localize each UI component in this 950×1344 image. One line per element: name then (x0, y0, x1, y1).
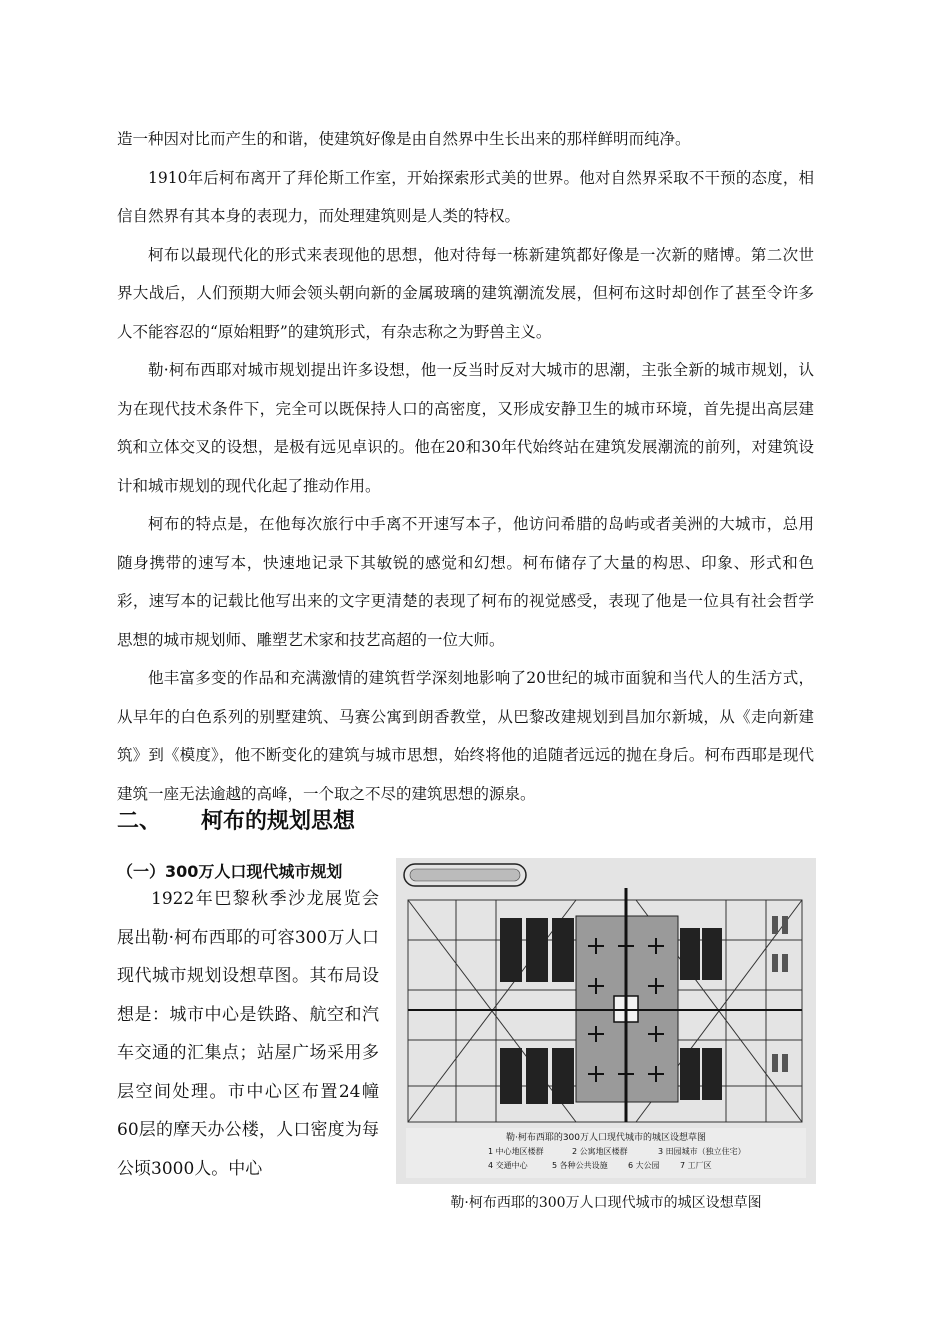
paragraph: 柯布的特点是，在他每次旅行中手离不开速写本子，他访问希腊的岛屿或者美洲的大城市，总用随身携带的速写本，快速地记录下其敏锐的感觉和幻想。柯布储存了大量的构思、印象、形式和色彩，速写本的记载比他写出来的文字更清楚的表现了柯布的视觉感受，表现了他是一位具有社会哲学思想的城市规划师、雕塑艺术家和技艺高超的一位大师。 (117, 515, 814, 649)
legend-item: 1 中心地区楼群 (488, 1147, 544, 1156)
city-plan-sketch (396, 858, 816, 1184)
paragraph: 勒·柯布西耶对城市规划提出许多设想，他一反当时反对大城市的思潮，主张全新的城市规划，认为在现代技术条件下，完全可以既保持人口的高密度，又形成安静卫生的城市环境，首先提出高层建筑和立体交叉的设想，是极有远见卓识的。他在20和30年代始终站在建筑发展潮流的前列，对建筑设计和城市规划的现代化起了推动作用。 (117, 361, 814, 495)
subsection-heading: （一）300万人口现代城市规划 (117, 862, 343, 881)
legend-item: 4 交通中心 (488, 1161, 528, 1170)
legend-item: 7 工厂区 (680, 1161, 712, 1170)
paragraph: 他丰富多变的作品和充满激情的建筑哲学深刻地影响了20世纪的城市面貌和当代人的生活方式，从早年的白色系列的别墅建筑、马赛公寓到朗香教堂，从巴黎改建规划到昌加尔新城，从《走向新建筑》到《模度》，他不断变化的建筑与城市思想，始终将他的追随者远远的抛在身后。柯布西耶是现代建筑一座无法逾越的高峰，一个取之不尽的建筑思想的源泉。 (117, 669, 814, 803)
subsection-text-column (117, 880, 379, 1188)
legend-item: 3 田园城市（独立住宅） (658, 1147, 746, 1156)
legend-item: 2 公寓地区楼群 (572, 1147, 628, 1156)
legend-title: 勒·柯布西耶的300万人口现代城市的城区设想草图 (505, 1133, 707, 1143)
paragraph: 柯布以最现代化的形式来表现他的思想，他对待每一栋新建筑都好像是一次新的赌博。第二次世界大战后，人们预期大师会领头朝向新的金属玻璃的建筑潮流发展，但柯布这时却创作了甚至令许多人不能容忍的“原始粗野”的建筑形式，有杂志称之为野兽主义。 (117, 245, 814, 341)
section-heading (117, 804, 355, 835)
paragraph: 造一种因对比而产生的和谐，使建筑好像是由自然界中生长出来的那样鲜明而纯净。 (117, 130, 691, 148)
paragraph: 1910年后柯布离开了拜伦斯工作室，开始探索形式美的世界。他对自然界采取不干预的态度，相信自然界有其本身的表现力，而处理建筑则是人类的特权。 (117, 168, 814, 225)
legend-item: 5 各种公共设施 (552, 1161, 608, 1170)
body-text (117, 120, 814, 813)
section-title: 柯布的规划思想 (201, 809, 356, 834)
city-plan-figure (396, 858, 816, 1184)
subsection-paragraph: 1922年巴黎秋季沙龙展览会展出勒·柯布西耶的可容300万人口现代城市规划设想草图。其布局设想是：城市中心是铁路、航空和汽车交通的汇集点；站屋广场采用多层空间处理。市中心区布置24幢60层的摩天办公楼，人口密度为每公顷3000人。中心 (117, 889, 379, 1179)
section-number: 二、 (117, 809, 162, 834)
legend-item: 6 大公园 (628, 1161, 660, 1170)
figure-caption: 勒·柯布西耶的300万人口现代城市的城区设想草图 (450, 1195, 762, 1211)
